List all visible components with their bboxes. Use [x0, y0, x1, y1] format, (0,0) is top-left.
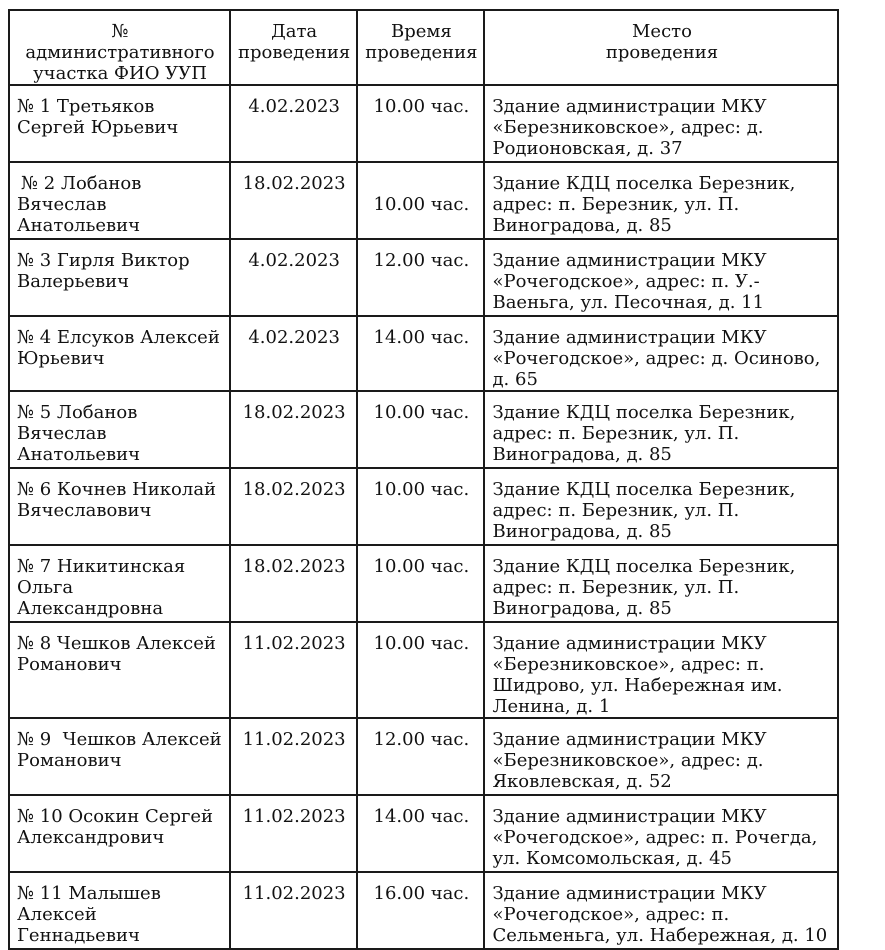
official-cell: № 4 Елсуков Алексей Юрьевич: [9, 316, 230, 391]
header-date-line1: Дата: [271, 21, 318, 42]
date-cell: 11.02.2023: [230, 622, 357, 718]
header-time: [357, 10, 484, 85]
date-cell: 18.02.2023: [230, 545, 357, 622]
date-cell: 11.02.2023: [230, 718, 357, 795]
time-cell: 10.00 час.: [357, 622, 484, 718]
official-cell: № 11 Малышев Алексей Геннадьевич: [9, 872, 230, 949]
date-cell: 11.02.2023: [230, 872, 357, 949]
date-cell: 4.02.2023: [230, 316, 357, 391]
time-cell: 10.00 час.: [357, 468, 484, 545]
header-official: [9, 10, 230, 85]
official-cell: № 7 Никитинская Ольга Александровна: [9, 545, 230, 622]
table-row: [9, 622, 838, 718]
official-cell: № 3 Гирля Виктор Валерьевич: [9, 239, 230, 316]
header-time-line1: Время: [390, 21, 452, 42]
place-cell: Здание администрации МКУ «Рочегодское», адрес: п. У.-Ваеньга, ул. Песочная, д. 11: [484, 239, 838, 316]
header-place-line2: проведения: [605, 42, 719, 63]
time-cell: 14.00 час.: [357, 795, 484, 872]
table-row: [9, 468, 838, 545]
place-cell: Здание КДЦ поселка Березник, адрес: п. Березник, ул. П. Виноградова, д. 85: [484, 545, 838, 622]
place-cell: Здание администрации МКУ «Рочегодское», адрес: д. Осиново, д. 65: [484, 316, 838, 391]
date-cell: 11.02.2023: [230, 795, 357, 872]
header-date-line2: проведения: [238, 42, 351, 63]
time-cell: 10.00 час.: [357, 391, 484, 468]
place-cell: Здание администрации МКУ «Березниковское», адрес: д. Яковлевская, д. 52: [484, 718, 838, 795]
table-row: [9, 718, 838, 795]
official-cell: № 1 Третьяков Сергей Юрьевич: [9, 85, 230, 162]
date-cell: 18.02.2023: [230, 162, 357, 239]
official-cell: № 5 Лобанов Вячеслав Анатольевич: [9, 391, 230, 468]
place-cell: Здание КДЦ поселка Березник, адрес: п. Березник, ул. П. Виноградова, д. 85: [484, 162, 838, 239]
time-cell: 14.00 час.: [357, 316, 484, 391]
time-text: 10.00 час.: [373, 194, 470, 215]
time-cell: 10.00 час.: [357, 545, 484, 622]
official-cell: [9, 162, 230, 239]
table-row: [9, 85, 838, 162]
header-place-line1: Место: [631, 21, 692, 42]
time-cell: 12.00 час.: [357, 239, 484, 316]
place-cell: Здание администрации МКУ «Рочегодское», адрес: п. Рочегда, ул. Комсомольская, д. 45: [484, 795, 838, 872]
time-cell: [357, 162, 484, 239]
table-row: [9, 545, 838, 622]
header-place: [484, 10, 838, 85]
header-date: [230, 10, 357, 85]
table-row: [9, 795, 838, 872]
time-cell: 12.00 час.: [357, 718, 484, 795]
place-cell: Здание КДЦ поселка Березник, адрес: п. Березник, ул. П. Виноградова, д. 85: [484, 468, 838, 545]
header-official-line1: № административного: [25, 21, 215, 63]
date-cell: 18.02.2023: [230, 391, 357, 468]
official-cell: № 8 Чешков Алексей Романович: [9, 622, 230, 718]
header-time-line2: проведения: [365, 42, 478, 63]
official-cell: № 9 Чешков Алексей Романович: [9, 718, 230, 795]
table-header-row: [9, 10, 838, 85]
place-cell: Здание администрации МКУ «Березниковское», адрес: п. Шидрово, ул. Набережная им. Ленина, д. 1: [484, 622, 838, 718]
place-cell: Здание КДЦ поселка Березник, адрес: п. Березник, ул. П. Виноградова, д. 85: [484, 391, 838, 468]
date-cell: 18.02.2023: [230, 468, 357, 545]
place-cell: Здание администрации МКУ «Березниковское», адрес: д. Родионовская, д. 37: [484, 85, 838, 162]
table-row: [9, 391, 838, 468]
schedule-table: [8, 9, 839, 950]
official-text: № 2 Лобанов Вячеслав Анатольевич: [17, 173, 142, 236]
official-cell: № 10 Осокин Сергей Александрович: [9, 795, 230, 872]
date-cell: 4.02.2023: [230, 85, 357, 162]
place-cell: Здание администрации МКУ «Рочегодское», адрес: п. Сельменьга, ул. Набережная, д. 10: [484, 872, 838, 949]
time-cell: 10.00 час.: [357, 85, 484, 162]
table-row: [9, 239, 838, 316]
table-row: [9, 872, 838, 949]
official-cell: № 6 Кочнев Николай Вячеславович: [9, 468, 230, 545]
date-cell: 4.02.2023: [230, 239, 357, 316]
table-row: [9, 162, 838, 239]
time-cell: 16.00 час.: [357, 872, 484, 949]
header-official-line2: участка ФИО УУП: [33, 63, 207, 84]
table-row: [9, 316, 838, 391]
